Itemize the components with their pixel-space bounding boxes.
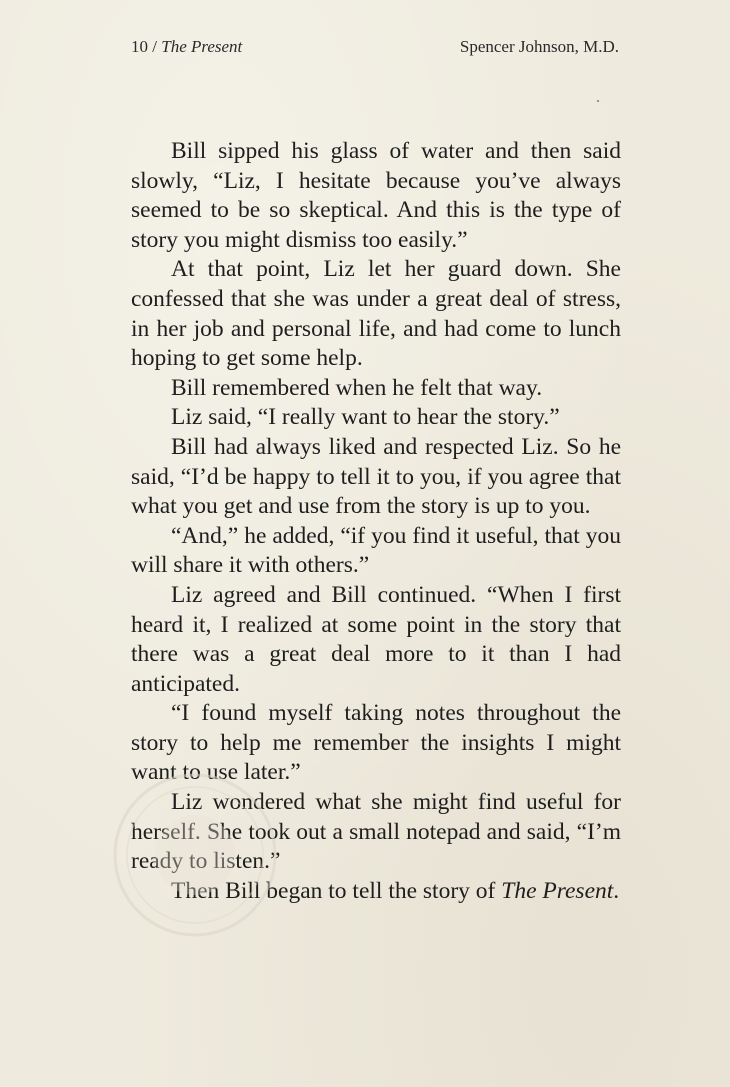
running-header	[131, 36, 619, 58]
paragraph: Bill had always liked and respected Liz. So he said, “I’d be happy to tell it to you, if you agree that what you get and use from the story is up to you.	[131, 433, 621, 520]
paragraph: Bill remembered when he felt that way.	[171, 374, 543, 401]
paragraph: Bill sipped his glass of water and then said slowly, “Liz, I hesitate because you’ve always seemed to be so skeptical. And this is the type of story you might dismiss too easily.”	[131, 138, 621, 253]
author-name: Spencer Johnson, M.D.	[459, 37, 619, 56]
paragraph: “And,” he added, “if you find it useful, that you will share it with others.”	[131, 522, 621, 579]
header-separator: /	[148, 37, 162, 56]
last-paragraph-title: The Present	[501, 877, 614, 904]
last-paragraph-end: .	[613, 877, 620, 904]
body-text	[131, 137, 621, 906]
page-number: 10	[131, 37, 148, 56]
paragraph: Liz agreed and Bill continued. “When I first heard it, I realized at some point in the story that there was a great deal more to it than I had anticipated.	[131, 581, 621, 697]
paper-speck	[597, 100, 599, 102]
last-paragraph-lead: Then Bill began to tell the story of	[171, 877, 502, 904]
book-title: The Present	[161, 37, 243, 56]
paragraph: Liz said, “I really want to hear the story.”	[171, 404, 560, 431]
paragraph: Liz wondered what she might find useful for herself. She took out a small notepad and said, “I’m ready to listen.”	[131, 789, 621, 875]
header-left	[131, 36, 242, 58]
paragraph: At that point, Liz let her guard down. She confessed that she was under a great deal of stress, in her job and personal life, and had come to lunch hoping to get some help.	[131, 256, 621, 372]
paragraph-last	[131, 877, 621, 907]
paragraph: “I found myself taking notes throughout the story to help me remember the insights I might want to use later.”	[131, 700, 621, 786]
